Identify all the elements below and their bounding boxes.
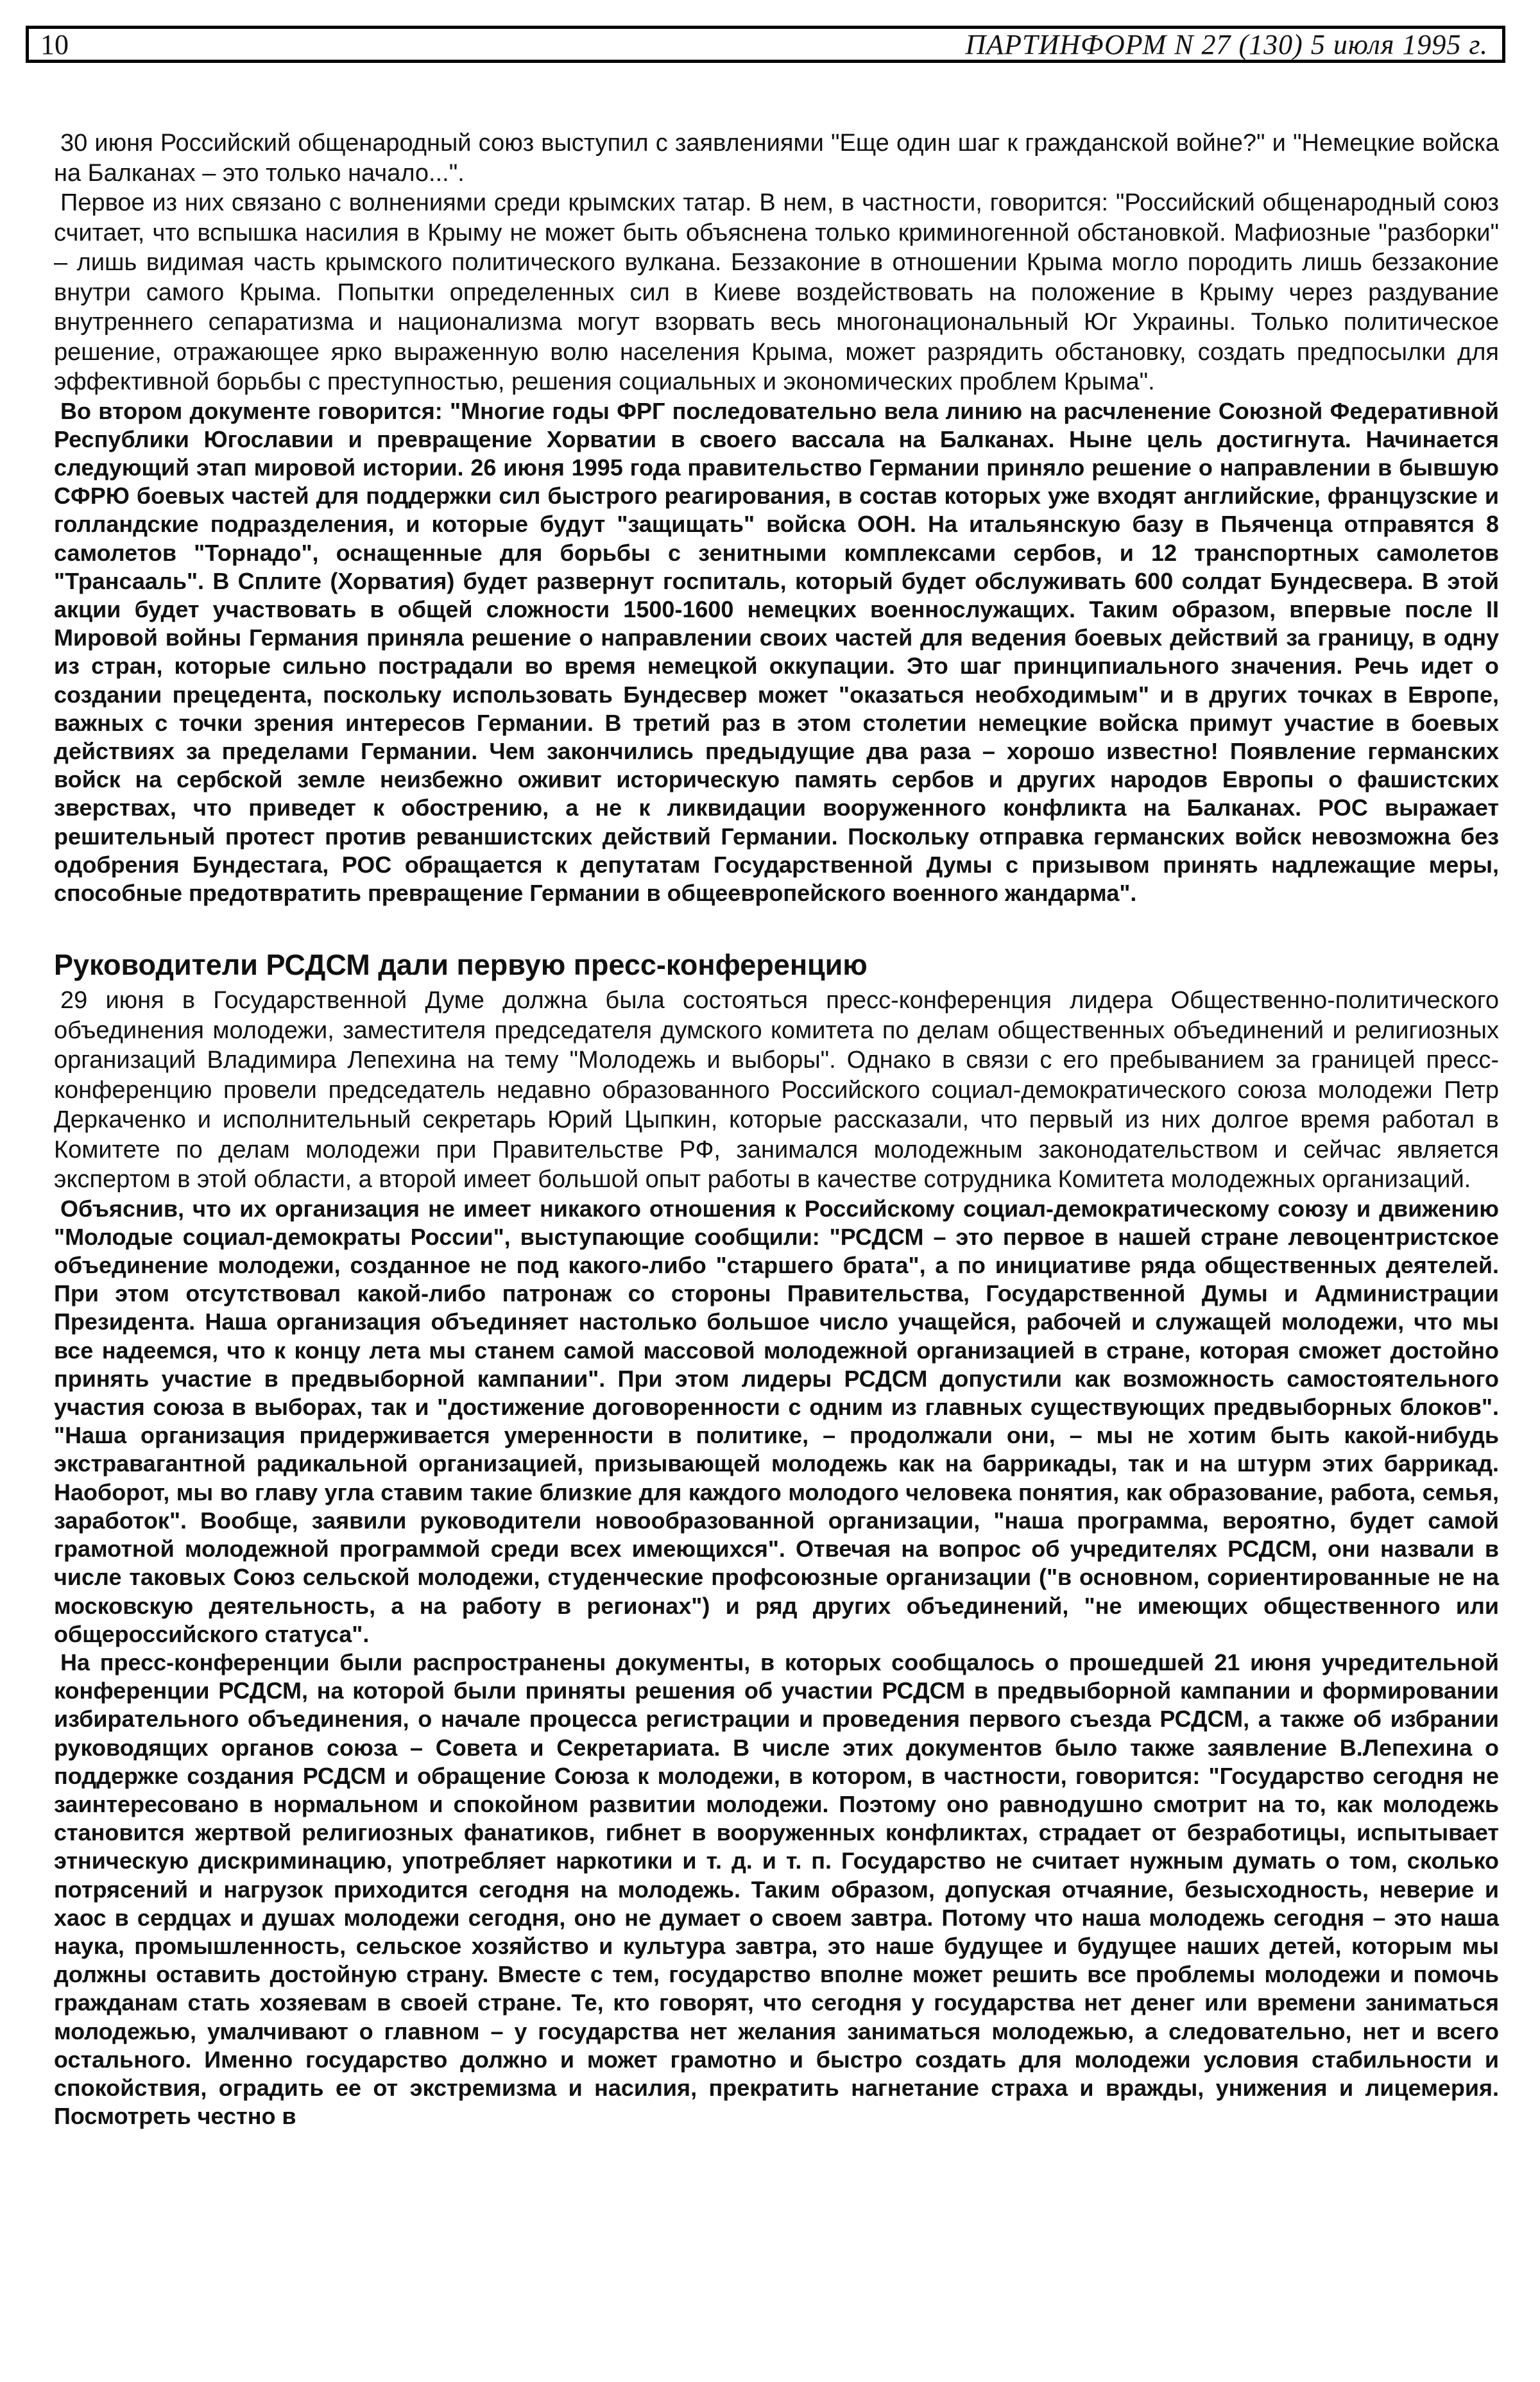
paragraph: Первое из них связано с волнениями среди крымских татар. В нем, в частности, говорится: "Российский общенародный союз считает, что вспышка насилия в Крыму не может быть объяснена только криминогенной обстановкой. Мафиозные "разборки" – лишь видимая часть крымского политического вулкана. Беззаконие в отношении Крыма могло породить лишь беззаконие внутри самого Крыма. Попытки определенных сил в Киеве воздействовать на положение в Крыму через раздувание внутреннего сепаратизма и национализма могут взорвать весь многонациональный Юг Украины. Только политическое решение, отражающее ярко выраженную волю населения Крыма, может разрядить обстановку, создать предпосылки для эффективной борьбы с преступностью, решения социальных и экономических проблем Крыма". [54,189,1499,395]
paragraph: Во втором документе говорится: "Многие годы ФРГ последовательно вела линию на расчленение Союзной Федеративной Республики Югославии и превращение Хорватии в своего вассала на Балканах. Ныне цель достигнута. Начинается следующий этап мировой истории. 26 июня 1995 года правительство Германии приняло решение о направлении в бывшую СФРЮ боевых частей для поддержки сил быстрого реагирования, в состав которых уже входят английские, французские и голландские подразделения, и которые будут "защищать" войска ООН. На итальянскую базу в Пьяченца отправятся 8 самолетов "Торнадо", оснащенные для борьбы с зенитными комплексами сербов, и 12 транспортных самолетов "Трансааль". В Сплите (Хорватия) будет развернут госпиталь, который будет обслуживать 600 солдат Бундесвера. В этой акции будет участвовать в общей сложности 1500-1600 немецких военнослужащих. Таким образом, впервые после II Мировой войны Германия приняла решение о направлении своих частей для ведения боевых действий за границу, в одну из стран, которые сильно пострадали во время немецкой оккупации. Это шаг принципиального значения. Речь идет о создании прецедента, поскольку использовать Бундесвер может "оказаться необходимым" и в других точках в Европе, важных с точки зрения интересов Германии. В третий раз в этом столетии немецкие войска примут участие в боевых действиях за пределами Германии. Чем закончились предыдущие два раза – хорошо известно! Появление германских войск на сербской земле неизбежно оживит историческую память сербов и других народов Европы о фашистских зверствах, что приведет к обострению, а не к ликвидации вооруженного конфликта на Балканах. РОС выражает решительный протест против реваншистских действий Германии. Поскольку отправка германских войск невозможна без одобрения Бундестага, РОС обращается к депутатам Государственной Думы с призывом принять надлежащие меры, способные предотвратить превращение Германии в общеевропейского военного жандарма". [54,397,1499,906]
paragraph: 30 июня Российский общенародный союз выступил с заявлениями "Еще один шаг к гражданской войне?" и "Немецкие войска на Балканах – это только начало...". [54,130,1499,187]
page-number: 10 [40,28,69,60]
publication-title: ПАРТИНФОРМ N 27 (130) 5 июля 1995 г. [965,28,1488,60]
article-content [54,128,1499,2130]
paragraph: Объяснив, что их организация не имеет никакого отношения к Российскому социал-демократическому союзу и движению "Молодые социал-демократы России", выступающие сообщили: "РСДСМ – это первое в нашей стране левоцентристское объединение молодежи, созданное не под какого-либо "старшего брата", а по инициативе ряда общественных деятелей. При этом отсутствовал какой-либо патронаж со стороны Правительства, Государственной Думы и Администрации Президента. Наша организация объединяет настолько большое число учащейся, рабочей и служащей молодежи, что мы все надеемся, что к концу лета мы станем самой массовой молодежной организацией в стране, которая сможет достойно принять участие в предвыборной кампании". При этом лидеры РСДСМ допустили как возможность самостоятельного участия союза в выборах, так и "достижение договоренности с одним из главных существующих предвыборных блоков". "Наша организация придерживается умеренности в политике, – продолжали они, – мы не хотим быть какой-нибудь экстравагантной радикальной организацией, призывающей молодежь как на баррикады, так и на штурм этих баррикад. Наоборот, мы во главу угла ставим такие близкие для каждого молодого человека понятия, как образование, работа, семья, заработок". Вообще, заявили руководители новообразованной организации, "наша программа, вероятно, будет самой грамотной молодежной программой среди всех имеющихся". Отвечая на вопрос об учредителях РСДСМ, они назвали в числе таковых Союз сельской молодежи, студенческие профсоюзные организации ("в основном, сориентированные не на московскую деятельность, а на работу в регионах") и ряд других объединений, "не имеющих общественного или общероссийского статуса". [54,1195,1499,1647]
paragraph: 29 июня в Государственной Думе должна была состояться пресс-конференция лидера Общественно-политического объединения молодежи, заместителя председателя думского комитета по делам общественных объединений и религиозных организаций Владимира Лепехина на тему "Молодежь и выборы". Однако в связи с его пребыванием за границей пресс-конференцию провели председатель недавно образованного Российского социал-демократического союза молодежи Петр Деркаченко и исполнительный секретарь Юрий Цыпкин, которые рассказали, что первый из них долгое время работал в Комитете по делам молодежи при Правительстве РФ, занимался молодежным законодательством и сейчас является экспертом в этой области, а второй имеет большой опыт работы в качестве сотрудника Комитета молодежных организаций. [54,987,1499,1194]
article-heading: Руководители РСДСМ дали первую пресс-конференцию [54,948,868,982]
article-ros-statements [54,128,1499,907]
page-header [26,26,1505,63]
paragraph: На пресс-конференции были распространены документы, в которых сообщалось о прошедшей 21 июня учредительной конференции РСДСМ, на которой были приняты решения об участии РСДСМ в предвыборной кампании и формировании избирательного объединения, о начале процесса регистрации и проведения первого съезда РСДСМ, а также об избрании руководящих органов союза – Совета и Секретариата. В числе этих документов было также заявление В.Лепехина о поддержке создания РСДСМ и обращение Союза к молодежи, в котором, в частности, говорится: "Государство сегодня не заинтересовано в нормальном и спокойном развитии молодежи. Поэтому оно равнодушно смотрит на то, как молодежь становится жертвой религиозных фанатиков, гибнет в вооруженных конфликтах, страдает от безработицы, испытывает этническую дискриминацию, употребляет наркотики и т. д. и т. п. Государство не считает нужным думать о том, сколько потрясений и нагрузок приходится сегодня на молодежь. Таким образом, допуская отчаяние, безысходность, неверие и хаос в сердцах и душах молодежи сегодня, оно не думает о своем завтра. Потому что наша молодежь сегодня – это наша наука, промышленность, сельское хозяйство и культура завтра, это наше будущее и будущее наших детей, которым мы должны оставить достойную страну. Вместе с тем, государство вполне может решить все проблемы молодежи и помочь гражданам стать хозяевам в своей стране. Те, кто говорят, что сегодня у государства нет денег или времени заниматься молодежью, умалчивают о главном – у государства нет желания заниматься молодежью, а следовательно, нет и всего остального. Именно государство должно и может грамотно и быстро создать для молодежи условия стабильности и спокойствия, оградить ее от экстремизма и насилия, прекратить нагнетание страха и вражды, унижения и лицемерия. Посмотреть честно в [54,1649,1499,2130]
article-rsdsm-press-conference [54,948,1499,2130]
